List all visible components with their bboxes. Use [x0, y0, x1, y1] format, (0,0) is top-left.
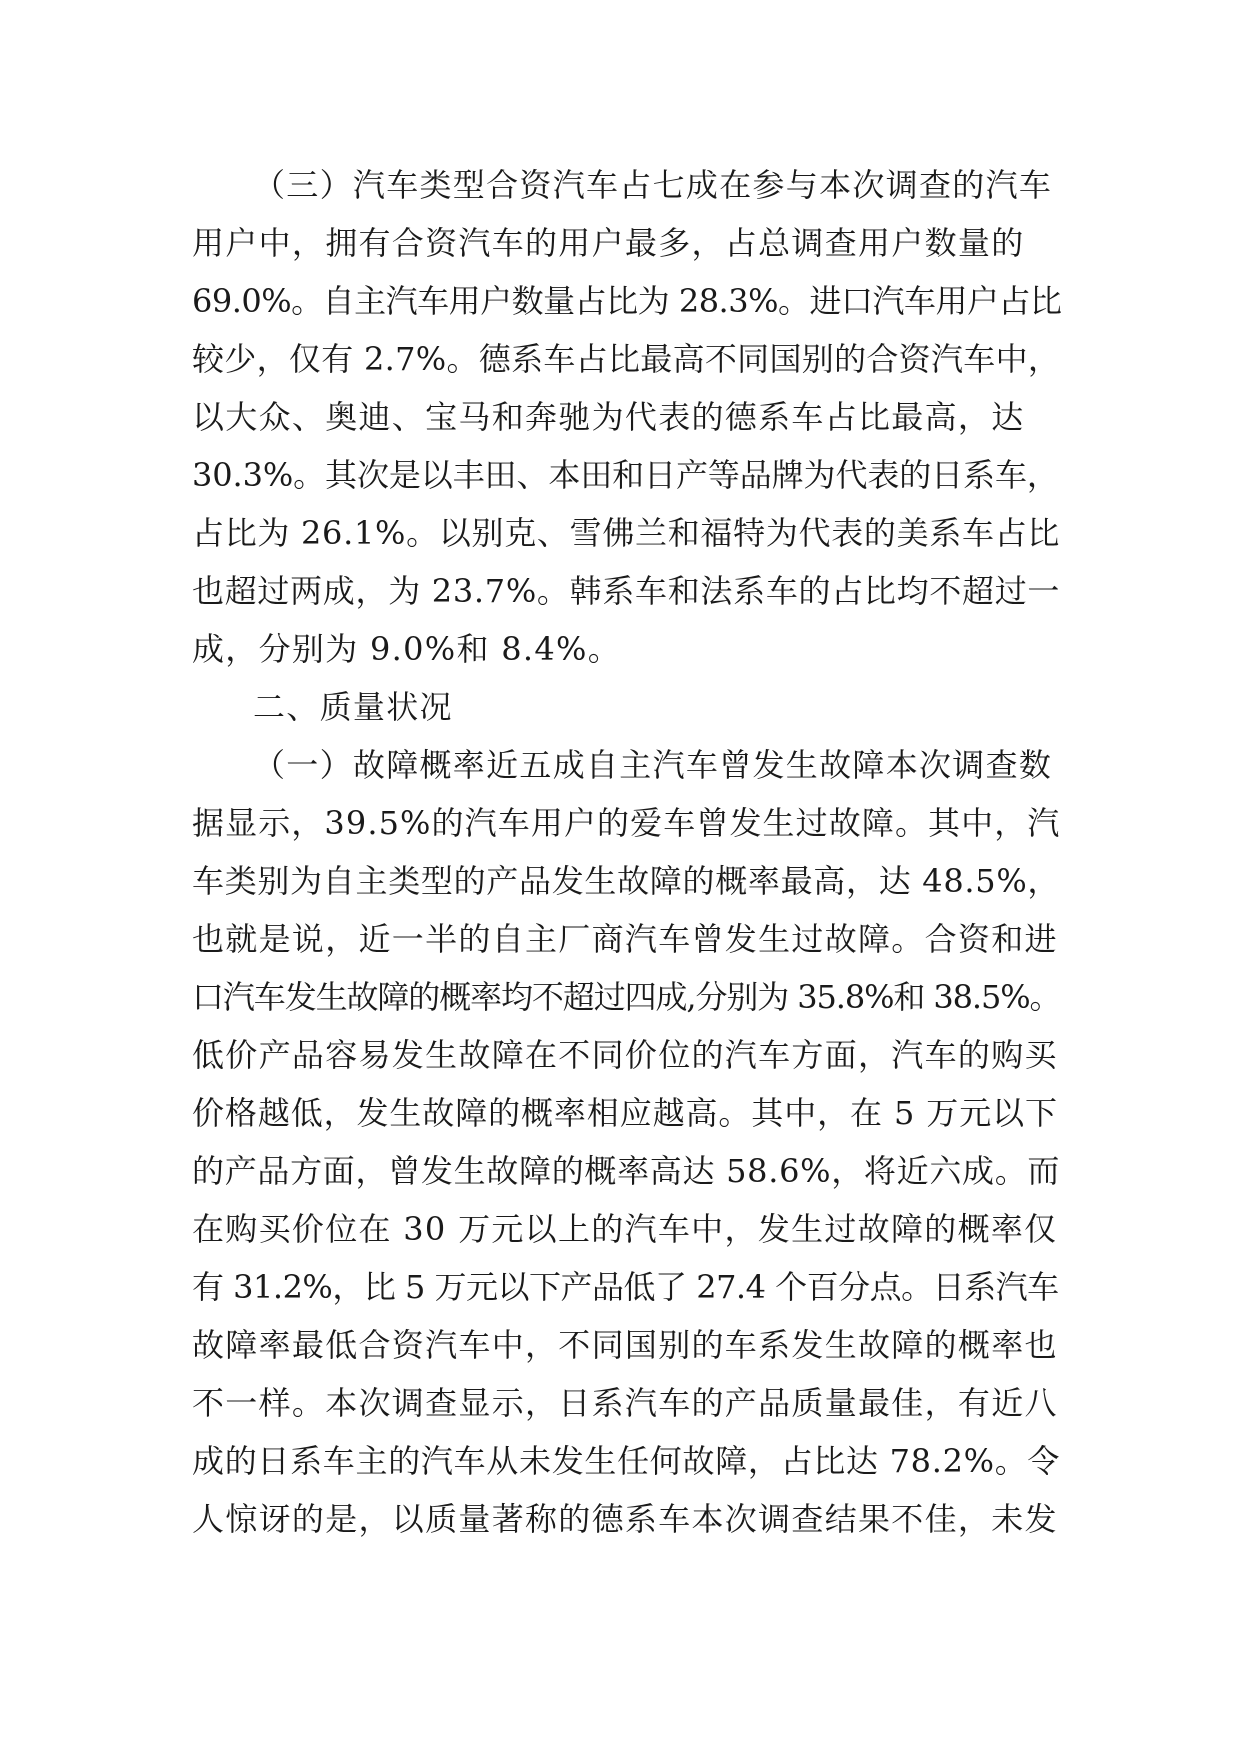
paragraph-line: 以大众、奥迪、宝马和奔驰为代表的德系车占比最高，达 — [192, 398, 1025, 436]
paragraph-line: 在购买价位在 30 万元以上的汽车中，发生过故障的概率仅 — [192, 1210, 1058, 1248]
paragraph-line: 也就是说，近一半的自主厂商汽车曾发生过故障。合资和进 — [192, 920, 1058, 958]
paragraph-line: 不一样。本次调查显示，日系汽车的产品质量最佳，有近八 — [192, 1384, 1058, 1422]
paragraph-line: 30.3%。其次是以丰田、本田和日产等品牌为代表的日系车， — [192, 456, 1059, 494]
paragraph-line: 较少，仅有 2.7%。德系车占比最高不同国别的合资汽车中， — [192, 340, 1061, 378]
paragraph-line: 口汽车发生故障的概率均不超过四成,分别为 35.8%和 38.5%。 — [192, 978, 1061, 1016]
paragraph-line: 用户中，拥有合资汽车的用户最多，占总调查用户数量的 — [192, 224, 1025, 262]
paragraph-line: 的产品方面，曾发生故障的概率高达 58.6%，将近六成。而 — [192, 1152, 1061, 1190]
paragraph-line: 据显示，39.5%的汽车用户的爱车曾发生过故障。其中，汽 — [192, 804, 1061, 842]
paragraph-line: 车类别为自主类型的产品发生故障的概率最高，达 48.5%， — [192, 862, 1061, 900]
paragraph-line: 占比为 26.1%。以别克、雪佛兰和福特为代表的美系车占比 — [192, 514, 1061, 552]
paragraph-line: 价格越低，发生故障的概率相应越高。其中，在 5 万元以下 — [192, 1094, 1058, 1132]
section-heading: 二、质量状况 — [253, 688, 453, 726]
paragraph-line: 成，分别为 9.0%和 8.4%。 — [192, 630, 622, 668]
paragraph-line: 人惊讶的是，以质量著称的德系车本次调查结果不佳，未发 — [192, 1500, 1058, 1538]
paragraph-line: （三）汽车类型合资汽车占七成在参与本次调查的汽车 — [253, 166, 1053, 204]
paragraph-line: 低价产品容易发生故障在不同价位的汽车方面，汽车的购买 — [192, 1036, 1058, 1074]
paragraph-line: 故障率最低合资汽车中，不同国别的车系发生故障的概率也 — [192, 1326, 1058, 1364]
paragraph-line: 也超过两成，为 23.7%。韩系车和法系车的占比均不超过一 — [192, 572, 1061, 610]
paragraph-line: 成的日系车主的汽车从未发生任何故障，占比达 78.2%。令 — [192, 1442, 1061, 1480]
paragraph-line: 69.0%。自主汽车用户数量占比为 28.3%。进口汽车用户占比 — [192, 282, 1062, 320]
paragraph-line: 有 31.2%，比 5 万元以下产品低了 27.4 个百分点。日系汽车 — [192, 1268, 1059, 1306]
paragraph-line: （一）故障概率近五成自主汽车曾发生故障本次调查数 — [253, 746, 1053, 784]
